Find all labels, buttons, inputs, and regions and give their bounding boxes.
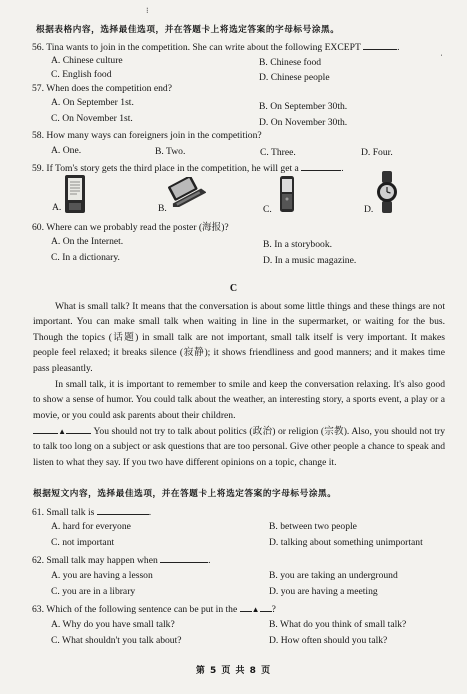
q61-option-a: A. hard for everyone [51, 521, 131, 532]
q63-option-b: B. What do you think of small talk? [269, 619, 407, 630]
q56-option-a: A. Chinese culture [51, 55, 123, 66]
q58-option-b: B. Two. [155, 146, 186, 157]
answer-blank [260, 602, 272, 612]
wristwatch-icon [376, 170, 398, 219]
q57-option-b: B. On September 30th. [259, 101, 348, 112]
passage-paragraph-3: ▲ You should not try to talk about politics (政治) or religion (宗教). Also, you should not try to talk too long on a subject or ask questions that are too personal. Give other people a chance to speak and listen to what they say. If you two have different opinions on a topic, change it. [33, 426, 445, 468]
q61-option-d: D. talking about something unimportant [269, 537, 423, 548]
q63-option-d: D. How often should you talk? [269, 635, 388, 646]
q58-stem: 58. How many ways can foreigners join in the competition? [32, 130, 262, 141]
q57-option-c: C. On November 1st. [51, 113, 133, 124]
q57-stem: 57. When does the competition end? [32, 83, 172, 94]
passage-blank [66, 424, 91, 434]
q58-option-a: A. One. [51, 145, 82, 156]
q61-option-b: B. between two people [269, 521, 357, 532]
q60-stem: 60. Where can we probably read the poster (海报)? [32, 222, 229, 233]
q59-option-d: D. [364, 204, 374, 215]
q58-option-c: C. Three. [260, 147, 296, 158]
q56-option-c: C. English food [51, 69, 112, 80]
answer-blank [160, 553, 208, 563]
q60-option-d: D. In a music magazine. [263, 255, 357, 266]
q63-stem: 63. Which of the following sentence can be put in the ▲ ? [32, 604, 276, 615]
blank-triangle-icon: ▲ [251, 605, 260, 614]
answer-blank [301, 161, 341, 171]
q61-stem: 61. Small talk is . [32, 507, 152, 518]
q59-option-b: B. [158, 203, 167, 214]
instruction-top: 根据表格内容，选择最佳选项，并在答题卡上将选定答案的字母标号涂黑。 [36, 25, 340, 35]
passage-blank [33, 424, 58, 434]
q60-option-b: B. In a storybook. [263, 239, 333, 250]
q60-option-a: A. On the Internet. [51, 236, 124, 247]
q60-option-c: C. In a dictionary. [51, 252, 120, 263]
q62-option-d: D. you are having a meeting [269, 586, 378, 597]
blank-triangle-icon: ▲ [58, 427, 67, 436]
laptop-icon [166, 177, 206, 212]
mobile-phone-icon [279, 175, 295, 218]
ereader-icon [64, 174, 86, 219]
margin-mark: ˈ [440, 53, 443, 63]
q57-option-a: A. On September 1st. [51, 97, 134, 108]
q59-stem: 59. If Tom's story gets the third place in the competition, he will get a . [32, 163, 344, 174]
passage-paragraph-1: What is small talk? It means that the conversation is about some little things and these things are not important. You can make small talk when waiting in line in the supermarket, or waiting for the bus. Though the topics (话题) in small talk are not important, small talk itself is very important. It makes people feel relaxed; it breaks silence (寂静); it shows friendliness and good manners; and it makes time pass pleasantly. [33, 301, 445, 374]
q59-option-c: C. [263, 204, 272, 215]
q57-option-d: D. On November 30th. [259, 117, 348, 128]
q56-option-d: D. Chinese people [259, 72, 330, 83]
section-c-heading: C [229, 283, 238, 294]
q62-option-b: B. you are taking an underground [269, 570, 398, 581]
q63-option-c: C. What shouldn't you talk about? [51, 635, 182, 646]
q58-option-d: D. Four. [361, 147, 393, 158]
q56-stem: 56. Tina wants to join in the competition. She can write about the following EXCEPT . [32, 42, 400, 53]
page-number-footer: 第 5 页 共 8 页 [195, 666, 272, 676]
q62-option-c: C. you are in a library [51, 586, 136, 597]
q63-option-a: A. Why do you have small talk? [51, 619, 175, 630]
q61-option-c: C. not important [51, 537, 115, 548]
q62-option-a: A. you are having a lesson [51, 570, 153, 581]
answer-blank [97, 505, 149, 515]
passage-paragraph-2: In small talk, it is important to remember to smile and keep the conversation relaxing. It's also good to show a sense of humor. You could talk about the weather, an interesting story, a sports event, a play or a movie, or you could ask parents about their children. [33, 379, 445, 421]
q56-option-b: B. Chinese food [259, 57, 322, 68]
q62-stem: 62. Small talk may happen when . [32, 555, 211, 566]
instruction-c: 根据短文内容，选择最佳选项，并在答题卡上将选定答案的字母标号涂黑。 [33, 489, 337, 499]
scan-mark: ⁝ [146, 6, 149, 15]
q59-option-a: A. [52, 202, 62, 213]
answer-blank [363, 40, 397, 50]
answer-blank [240, 602, 252, 612]
